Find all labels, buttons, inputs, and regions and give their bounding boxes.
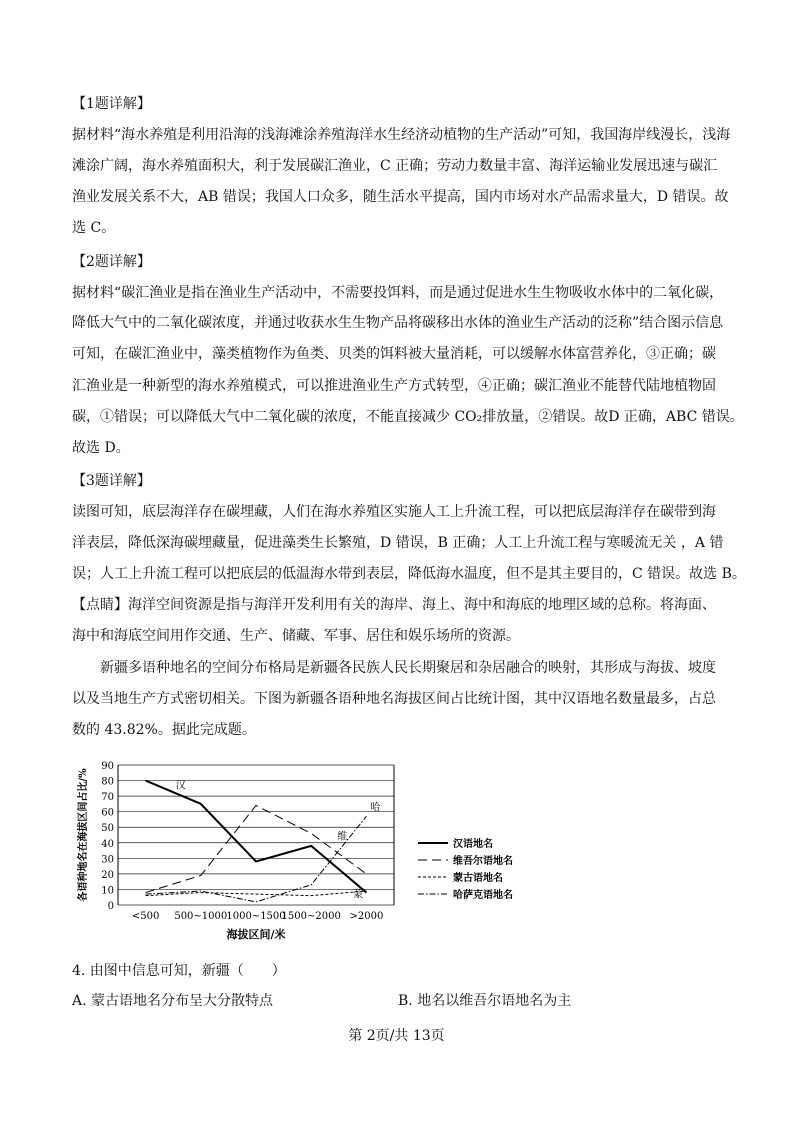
q1-line: 滩涂广阔，海水养殖面积大，利于发展碳汇渔业，C 正确；劳动力数量丰富、海洋运输业发展迅速与碳汇 [72,158,718,174]
x-tick-label: 1500~2000 [281,911,341,922]
q1-line: 选 C。 [72,220,116,236]
dianjing-line: 海中和海底空间用作交通、生产、储藏、军事、居住和娱乐场所的资源。 [72,628,520,644]
x-tick-label: <500 [131,911,160,922]
legend-label: 维吾尔语地名 [453,856,513,867]
series-line [146,805,367,892]
series-line [146,816,367,902]
series-line [146,781,367,893]
legend-label: 哈萨克语地名 [453,890,513,901]
y-tick-label: 50 [101,823,114,835]
y-tick-label: 30 [101,854,114,866]
legend-label: 汉语地名 [453,839,493,850]
x-tick-label: 1000~1500 [226,911,286,922]
y-tick-label: 90 [101,761,114,772]
q1-heading: 【1题详解】 [72,96,151,112]
dianjing-line: 【点睛】海洋空间资源是指与海洋开发利用有关的海岸、海上、海中和海底的地理区域的总称。将海面、 [72,597,716,613]
y-tick-label: 60 [101,807,114,819]
y-tick-label: 80 [101,776,114,788]
series-inline-label: 维 [337,831,348,843]
q2-line: 故选 D。 [72,440,130,456]
q2-line: 可知，在碳汇渔业中，藻类植物作为鱼类、贝类的饵料被大量消耗，可以缓解水体富营养化，③正确；碳 [72,346,716,362]
y-tick-label: 40 [101,838,114,850]
x-tick-label: 500~1000 [174,911,228,922]
question-4: 4. 由图中信息可知，新疆（ ） [72,963,286,979]
legend-label: 蒙古语地名 [453,873,503,884]
intro-line: 数的 43.82%。据此完成题。 [72,722,256,738]
x-tick-label: >2000 [349,911,384,922]
option-b: B. 地名以维吾尔语地名为主 [398,993,572,1009]
y-tick-label: 10 [101,885,114,897]
q3-line: 洋表层，降低深海碳埋藏量，促进藻类生长繁殖，D 错误，B 正确；人工上升流工程与寒暖流无关 ，A 错 [72,535,724,551]
chart-svg [72,755,542,950]
q1-line: 渔业发展关系不大，AB 错误；我国人口众多，随生活水平提高，国内市场对水产品需求量大，D 错误。故 [72,189,729,205]
page-footer: 第 2页/共 13页 [348,1028,445,1044]
q1-line: 据材料“海水养殖是利用沿海的浅海滩涂养殖海洋水生经济动植物的生产活动”可知，我国海岸线漫长，浅海 [72,127,731,143]
series-line [146,891,367,896]
option-a: A. 蒙古语地名分布呈大分散特点 [72,993,274,1009]
x-axis-label: 海拔区间/米 [226,928,286,941]
series-inline-label: 哈 [370,802,381,814]
intro-line: 新疆多语种地名的空间分布格局是新疆各民族人民长期聚居和杂居融合的映射，其形成与海拔、坡度 [100,660,716,676]
series-inline-label: 汉 [175,780,186,792]
y-axis-label: 各语种地名在海拔区间占比/% [78,768,89,902]
series-inline-label: 蒙 [353,889,364,901]
q3-line: 读图可知，底层海洋存在碳埋藏，人们在海水养殖区实施人工上升流工程，可以把底层海洋存在碳带到海 [72,504,716,520]
intro-line: 以及当地生产方式密切相关。下图为新疆各语种地名海拔区间占比统计图，其中汉语地名数量最多，占总 [72,691,716,707]
q2-heading: 【2题详解】 [72,254,151,270]
q2-line: 碳，①错误；可以降低大气中二氧化碳的浓度，不能直接减少 CO₂排放量，②错误。故D 正确，ABC 错误。 [72,409,744,425]
y-tick-label: 70 [101,792,114,804]
altitude-chart [72,755,542,950]
q3-line: 误；人工上升流工程可以把底层的低温海水带到表层，降低海水温度，但不是其主要目的，C 错误。故选 B。 [72,566,746,582]
q3-heading: 【3题详解】 [72,473,151,489]
y-tick-label: 0 [107,901,114,912]
q2-line: 汇渔业是一种新型的海水养殖模式，可以推进渔业生产方式转型，④正确；碳汇渔业不能替代陆地植物固 [72,378,716,394]
q2-line: 降低大气中的二氧化碳浓度，并通过收获水生生物产品将碳移出水体的渔业生产活动的泛称”结合图示信息 [72,315,724,331]
y-tick-label: 20 [101,869,114,881]
q2-line: 据材料“碳汇渔业是指在渔业生产活动中，不需要投饵料，而是通过促进水生生物吸收水体中的二氧化碳， [72,285,724,301]
